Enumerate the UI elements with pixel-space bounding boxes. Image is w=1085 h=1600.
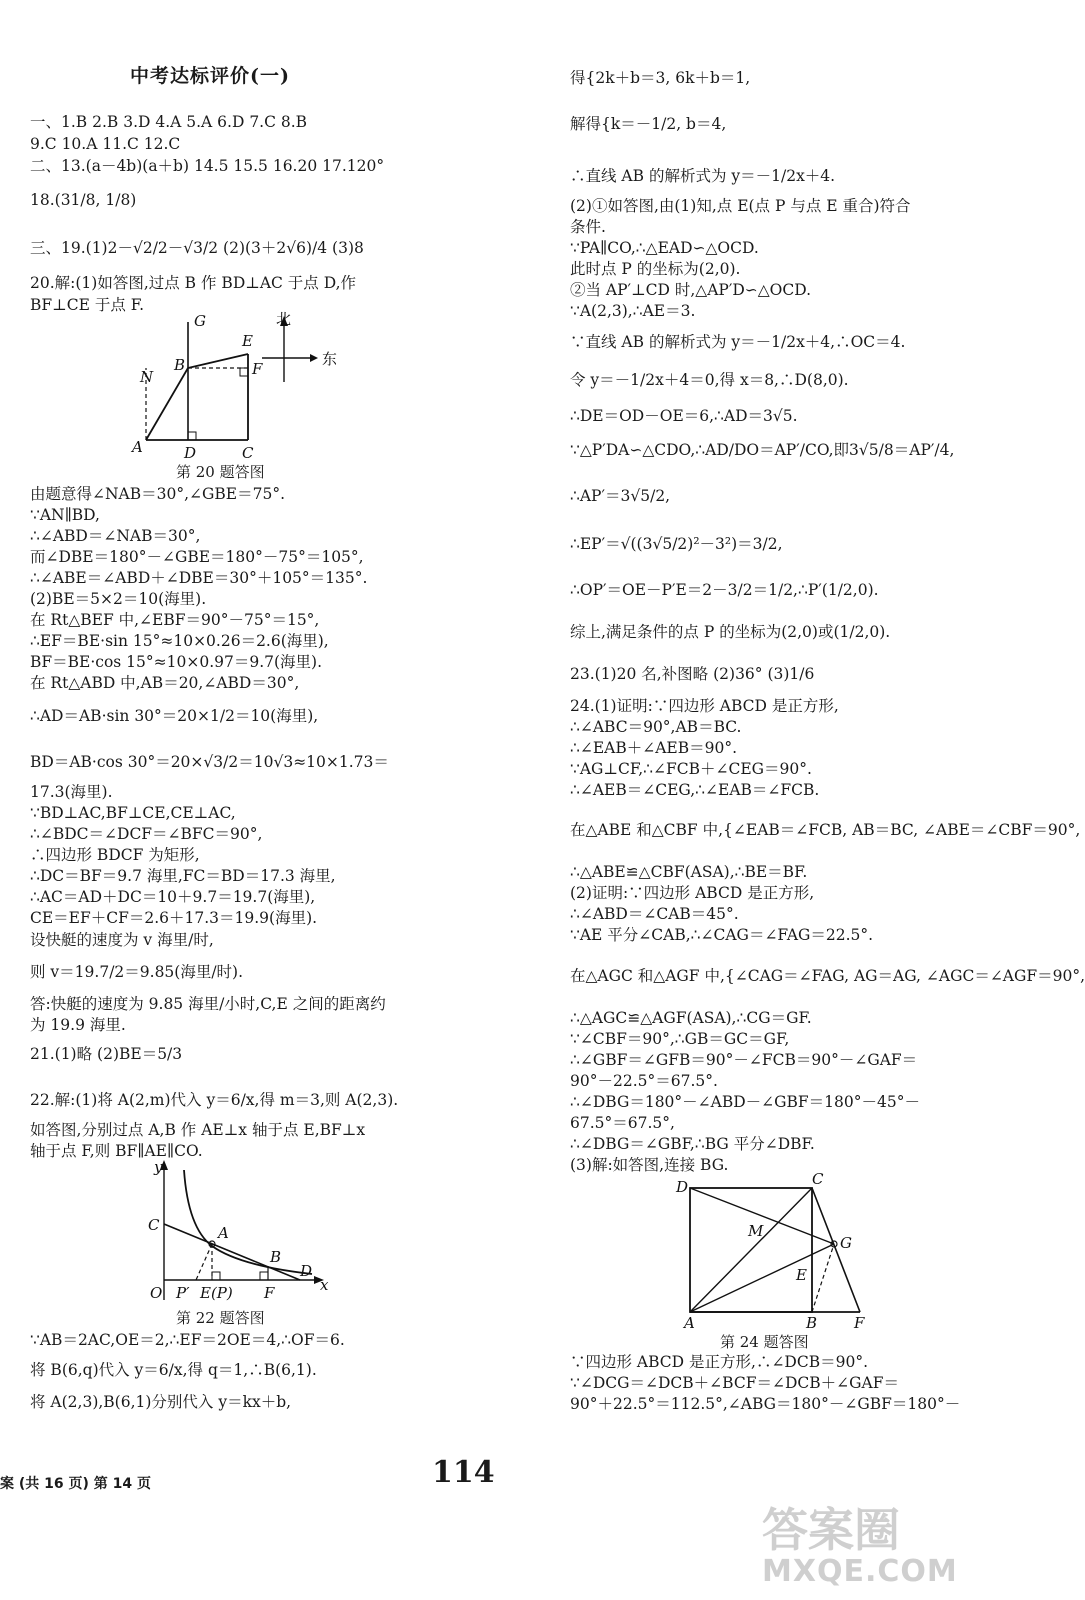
answer-line: ∴∠BDC＝∠DCF＝∠BFC＝90°, <box>30 825 263 843</box>
answer-line: ∴DE＝OD－OE＝6,∴AD＝3√5. <box>570 407 798 425</box>
answer-line: ∵直线 AB 的解析式为 y＝－1/2x＋4,∴OC＝4. <box>570 333 906 351</box>
answer-line: ∴EP′＝√((3√5/2)²－3²)＝3/2, <box>570 535 783 553</box>
answer-line: ∵PA∥CO,∴△EAD∽△OCD. <box>570 239 759 257</box>
fig20-label: D <box>184 444 197 462</box>
answer-line: 而∠DBE＝180°－∠GBE＝180°－75°＝105°, <box>30 548 364 566</box>
fig20-label: B <box>174 356 186 374</box>
answer-line: ∴∠EAB＋∠AEB＝90°. <box>570 739 738 757</box>
fig20-label: F <box>252 360 263 378</box>
answer-line: ∵四边形 ABCD 是正方形,∴∠DCB＝90°. <box>570 1353 869 1371</box>
answer-line: 67.5°＝67.5°, <box>570 1114 675 1132</box>
fig20-label: G <box>194 312 206 330</box>
figure-24 <box>670 1172 880 1330</box>
answer-line: ∴EF＝BE·sin 15°≈10×0.26＝2.6(海里), <box>30 632 329 650</box>
answer-line: 为 19.9 海里. <box>30 1016 126 1034</box>
answer-line: ∴OP′＝OE－P′E＝2－3/2＝1/2,∴P′(1/2,0). <box>570 581 879 599</box>
page-footer: 案 (共 16 页) 第 14 页 <box>0 1476 152 1492</box>
fig24-label: M <box>748 1222 764 1240</box>
answer-line: ∴AP′＝3√5/2, <box>570 487 671 505</box>
answer-line: CE＝EF＋CF＝2.6＋17.3＝19.9(海里). <box>30 909 318 927</box>
answer-line: 在 Rt△BEF 中,∠EBF＝90°－75°＝15°, <box>30 611 320 629</box>
answer-line: 二、13.(a－4b)(a＋b) 14.5 15.5 16.20 17.120° <box>30 157 385 175</box>
figure-caption: 第 24 题答图 <box>720 1333 809 1351</box>
answer-line: 在△ABE 和△CBF 中,{∠EAB＝∠FCB, AB＝BC, ∠ABE＝∠CBF＝90°, <box>570 821 1081 839</box>
answer-line: ∴∠AEB＝∠CEG,∴∠EAB＝∠FCB. <box>570 781 820 799</box>
answer-line: ∵AN∥BD, <box>30 506 100 524</box>
answer-line: ∴∠DBG＝180°－∠ABD－∠GBF＝180°－45°－ <box>570 1093 920 1111</box>
fig22-label: E(P) <box>200 1284 233 1302</box>
answer-line: 18.(31/8, 1/8) <box>30 191 137 209</box>
answer-line: 21.(1)略 (2)BE＝5/3 <box>30 1045 183 1063</box>
answer-line: 17.3(海里). <box>30 783 113 801</box>
answer-line: BF＝BE·cos 15°≈10×0.97＝9.7(海里). <box>30 653 323 671</box>
answer-line: ∴直线 AB 的解析式为 y＝－1/2x＋4. <box>570 167 836 185</box>
figure-caption: 第 20 题答图 <box>176 463 265 481</box>
answer-line: ②当 AP′⊥CD 时,△AP′D∽△OCD. <box>570 281 812 299</box>
answer-line: 得{2k＋b＝3, 6k＋b＝1, <box>570 69 751 87</box>
answer-line: (2)①如答图,由(1)知,点 E(点 P 与点 E 重合)符合 <box>570 197 911 215</box>
answer-line: ∴∠ABD＝∠CAB＝45°. <box>570 905 739 923</box>
fig24-label: C <box>812 1170 824 1188</box>
fig22-label: O <box>150 1284 163 1302</box>
answer-line: 将 A(2,3),B(6,1)分别代入 y＝kx＋b, <box>30 1393 292 1411</box>
answer-line: ∵AG⊥CF,∴∠FCB＋∠CEG＝90°. <box>570 760 812 778</box>
figure-20 <box>130 312 380 462</box>
figure-caption: 第 22 题答图 <box>176 1309 265 1327</box>
answer-line: ∵∠DCG＝∠DCB＋∠BCF＝∠DCB＋∠GAF＝ <box>570 1374 899 1392</box>
answer-line: BF⊥CE 于点 F. <box>30 296 145 314</box>
fig22-label: B <box>270 1248 282 1266</box>
answer-line: ∴△ABE≌△CBF(ASA),∴BE＝BF. <box>570 863 808 881</box>
fig22-label: A <box>218 1224 229 1242</box>
answer-line: 令 y＝－1/2x＋4＝0,得 x＝8,∴D(8,0). <box>570 371 849 389</box>
answer-line: 三、19.(1)2－√2/2－√3/2 (2)(3＋2√6)/4 (3)8 <box>30 239 364 257</box>
answer-line: 轴于点 F,则 BF∥AE∥CO. <box>30 1142 203 1160</box>
answer-line: ∵△P′DA∽△CDO,∴AD/DO＝AP′/CO,即3√5/8＝AP′/4, <box>570 441 955 459</box>
fig22-label: F <box>264 1284 275 1302</box>
answer-line: 如答图,分别过点 A,B 作 AE⊥x 轴于点 E,BF⊥x <box>30 1121 366 1139</box>
page-title: 中考达标评价(一) <box>130 65 290 87</box>
fig22-label: x <box>320 1276 329 1294</box>
answer-line: ∵A(2,3),∴AE＝3. <box>570 302 696 320</box>
answer-line: 此时点 P 的坐标为(2,0). <box>570 260 741 278</box>
answer-line: (3)解:如答图,连接 BG. <box>570 1156 729 1174</box>
watermark-url: MXQE.COM <box>762 1554 958 1589</box>
answer-line: 综上,满足条件的点 P 的坐标为(2,0)或(1/2,0). <box>570 623 891 641</box>
fig20-label: E <box>242 332 253 350</box>
fig20-label: C <box>242 444 254 462</box>
fig22-label: C <box>148 1216 160 1234</box>
answer-line: 将 B(6,q)代入 y＝6/x,得 q＝1,∴B(6,1). <box>30 1361 317 1379</box>
answer-line: 24.(1)证明:∵四边形 ABCD 是正方形, <box>570 697 839 715</box>
answer-line: 在△AGC 和△AGF 中,{∠CAG＝∠FAG, AG＝AG, ∠AGC＝∠AGF＝90°, <box>570 967 1085 985</box>
answer-line: (2)BE＝5×2＝10(海里). <box>30 590 207 608</box>
answer-line: ∵AE 平分∠CAB,∴∠CAG＝∠FAG＝22.5°. <box>570 926 874 944</box>
answer-line: 90°＋22.5°＝112.5°,∠ABG＝180°－∠GBF＝180°－ <box>570 1395 961 1413</box>
answer-line: 在 Rt△ABD 中,AB＝20,∠ABD＝30°, <box>30 674 300 692</box>
answer-line: ∴∠ABD＝∠NAB＝30°, <box>30 527 201 545</box>
page-number: 114 <box>432 1455 495 1490</box>
answer-line: ∴AD＝AB·sin 30°＝20×1/2＝10(海里), <box>30 707 319 725</box>
answer-line: ∴∠ABE＝∠ABD＋∠DBE＝30°＋105°＝135°. <box>30 569 368 587</box>
fig22-label: D <box>300 1262 313 1280</box>
fig22-label: y <box>154 1158 163 1176</box>
answer-line: (2)证明:∵四边形 ABCD 是正方形, <box>570 884 815 902</box>
answer-line: ∴∠ABC＝90°,AB＝BC. <box>570 718 742 736</box>
answer-line: ∵∠CBF＝90°,∴GB＝GC＝GF, <box>570 1030 790 1048</box>
answer-line: 一、1.B 2.B 3.D 4.A 5.A 6.D 7.C 8.B <box>30 113 308 131</box>
fig20-label: A <box>132 438 143 456</box>
figure-22 <box>140 1158 340 1308</box>
answer-line: 23.(1)20 名,补图略 (2)36° (3)1/6 <box>570 665 815 683</box>
answer-line: ∵BD⊥AC,BF⊥CE,CE⊥AC, <box>30 804 236 822</box>
answer-line: 由题意得∠NAB＝30°,∠GBE＝75°. <box>30 485 286 503</box>
fig24-label: A <box>684 1314 695 1332</box>
answer-line: 20.解:(1)如答图,过点 B 作 BD⊥AC 于点 D,作 <box>30 274 357 292</box>
fig22-label: P′ <box>176 1284 190 1302</box>
answer-line: 答:快艇的速度为 9.85 海里/小时,C,E 之间的距离约 <box>30 995 386 1013</box>
fig20-label: 北 <box>276 310 292 328</box>
fig20-label: 东 <box>322 350 338 368</box>
answer-line: 22.解:(1)将 A(2,m)代入 y＝6/x,得 m＝3,则 A(2,3). <box>30 1091 399 1109</box>
watermark-text: 答案圈 <box>762 1503 900 1557</box>
answer-line: ∵AB＝2AC,OE＝2,∴EF＝2OE＝4,∴OF＝6. <box>30 1331 345 1349</box>
fig24-label: D <box>676 1178 689 1196</box>
fig24-label: E <box>796 1266 807 1284</box>
answer-line: ∴DC＝BF＝9.7 海里,FC＝BD＝17.3 海里, <box>30 867 336 885</box>
answer-line: ∴AC＝AD＋DC＝10＋9.7＝19.7(海里), <box>30 888 316 906</box>
answer-line: 解得{k＝－1/2, b＝4, <box>570 115 727 133</box>
answer-line: 条件. <box>570 218 606 236</box>
fig24-label: B <box>806 1314 818 1332</box>
answer-line: 设快艇的速度为 v 海里/时, <box>30 931 214 949</box>
answer-line: 则 v＝19.7/2＝9.85(海里/时). <box>30 963 244 981</box>
fig20-label: N <box>140 368 154 386</box>
answer-line: ∴∠GBF＝∠GFB＝90°－∠FCB＝90°－∠GAF＝ <box>570 1051 918 1069</box>
fig24-label: F <box>854 1314 865 1332</box>
answer-line: ∴四边形 BDCF 为矩形, <box>30 846 200 864</box>
fig24-label: G <box>840 1234 852 1252</box>
answer-line: ∴∠DBG＝∠GBF,∴BG 平分∠DBF. <box>570 1135 815 1153</box>
watermark-logo <box>762 1505 958 1589</box>
answer-line: 90°－22.5°＝67.5°. <box>570 1072 718 1090</box>
answer-line: ∴△AGC≌△AGF(ASA),∴CG＝GF. <box>570 1009 812 1027</box>
answer-line: 9.C 10.A 11.C 12.C <box>30 135 181 153</box>
answer-line: BD＝AB·cos 30°＝20×√3/2＝10√3≈10×1.73＝ <box>30 753 389 771</box>
